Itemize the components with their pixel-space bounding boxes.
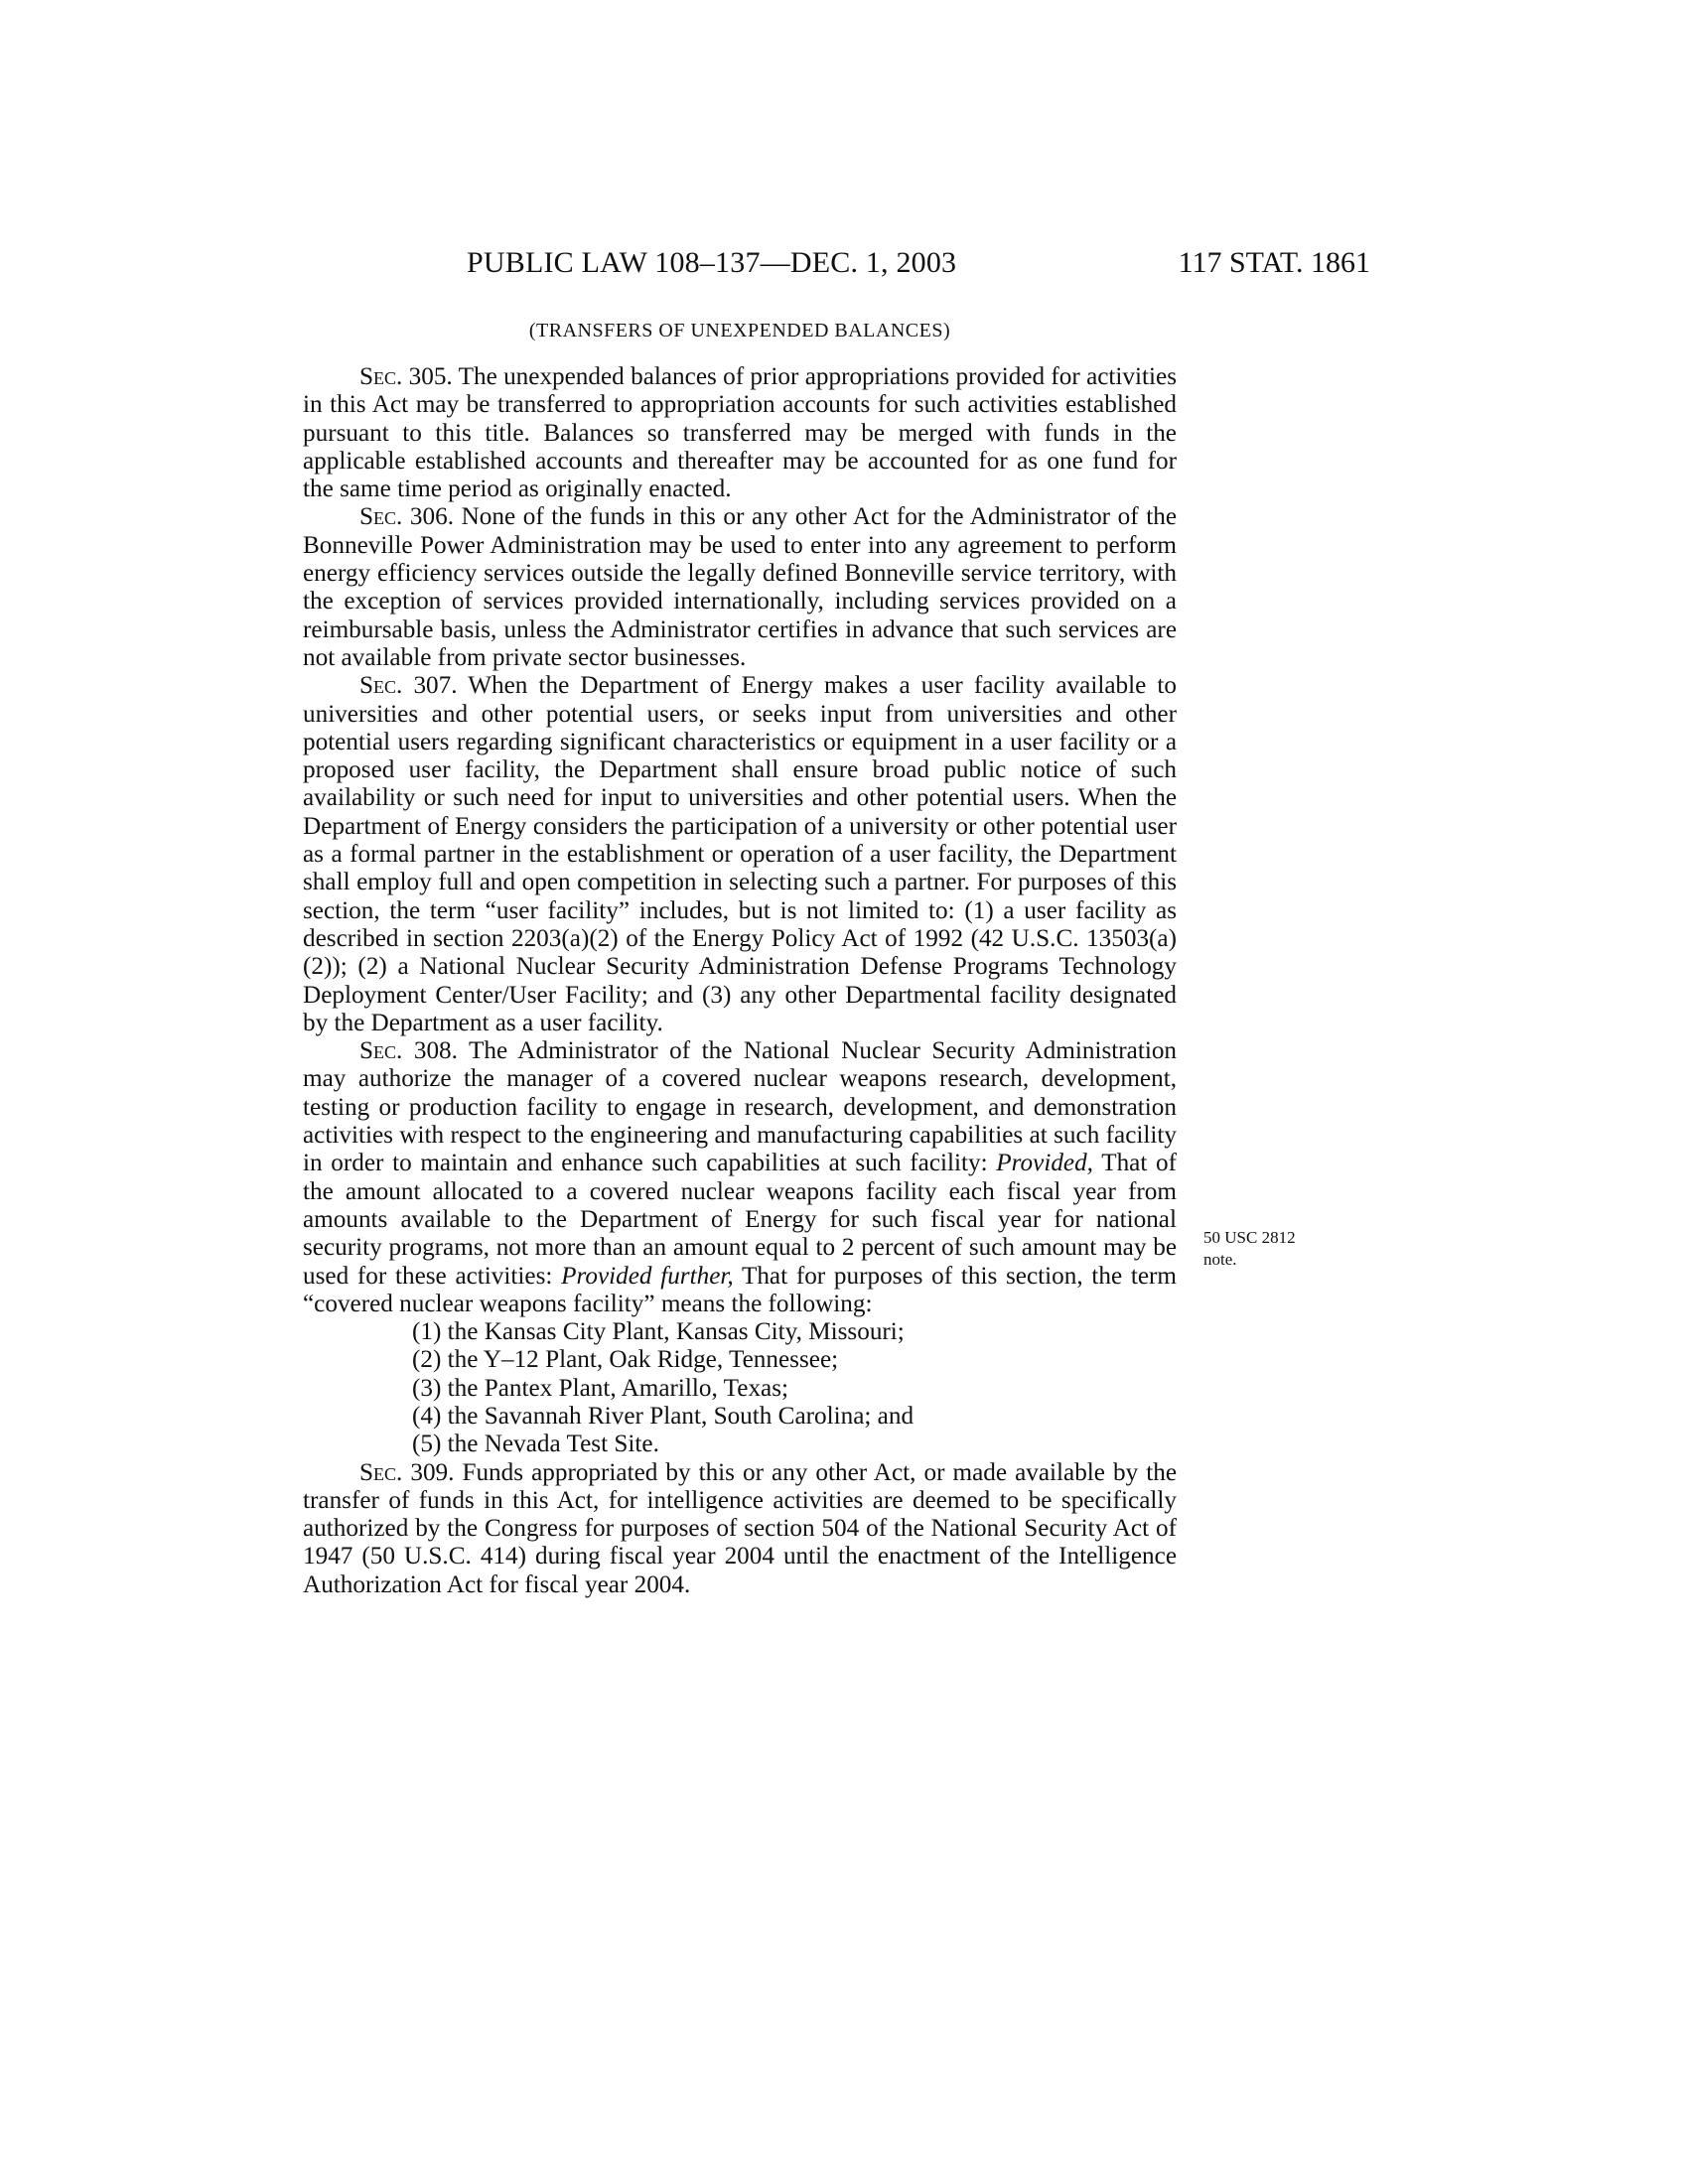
list-item: (1) the Kansas City Plant, Kansas City, Missouri;: [412, 1318, 905, 1346]
margin-note: [1203, 1227, 1342, 1271]
sec-label: Sec.: [359, 1458, 403, 1486]
margin-note-suffix: note.: [1203, 1250, 1237, 1269]
section-number: 308.: [413, 1037, 458, 1065]
section-heading: (TRANSFERS OF UNEXPENDED BALANCES): [528, 320, 951, 341]
section-309: [303, 1459, 1177, 1599]
section-305: [303, 363, 1177, 503]
section-number: 305.: [408, 363, 453, 390]
section-text: When the Department of Energy makes a user facility available to universities and other potential users, or seeks input from universities and other potential users regarding significant characteristics or equipment in a user facility or a proposed user facility, the Department shall ensure broad public notice of such availability or such need for input to universities and other potential users. When the Department of Energy considers the participation of a university or other potential user as a formal partner in the establishment or operation of a user facility, the Department shall employ full and open competition in selecting such a partner. For purposes of this section, the term “user facility” includes, but is not limited to: (1) a user facility as described in section 2203(a)(2) of the Energy Policy Act of 1992 (42 U.S.C. 13503(a)(2)); (2) a National Nuclear Security Administration Defense Programs Technology Deployment Center/User Facility; and (3) any other Departmental facility designated by the Department as a user facility.: [303, 672, 1177, 1036]
section-number: 306.: [409, 503, 454, 531]
proviso-further-label: Provided further,: [561, 1262, 734, 1290]
section-text: The Administrator of the National Nuclear Security Administration may authorize the manager of a covered nuclear weapons research, development, testing or production facility to engage in research, development, and demonstration activities with respect to the engineering and manufacturing capabilities at such facility in order to maintain and enhance such capabilities at such facility:: [303, 1037, 1178, 1177]
sec-label: Sec.: [359, 503, 403, 531]
body-text: [303, 363, 1177, 1599]
section-number: 309.: [410, 1458, 455, 1486]
list-item: (2) the Y–12 Plant, Oak Ridge, Tennessee;: [412, 1346, 839, 1374]
section-number: 307.: [413, 672, 458, 700]
sec-label: Sec.: [359, 1037, 403, 1065]
list-item: (5) the Nevada Test Site.: [412, 1431, 659, 1458]
sec-label: Sec.: [359, 672, 403, 700]
section-306: [303, 503, 1177, 672]
running-head: [467, 246, 1370, 286]
running-head-title: PUBLIC LAW 108–137—DEC. 1, 2003: [467, 246, 957, 279]
section-text: That of the amount allocated to a covered nuclear weapons facility each fiscal year from amounts available to the Department of Energy for such fiscal year for national security programs, not more than an amount equal to 2 percent of such amount may be used for these activities:: [303, 1150, 1178, 1290]
statute-page-number: 117 STAT. 1861: [1178, 246, 1370, 279]
section-308: [303, 1037, 1177, 1318]
list-item: (4) the Savannah River Plant, South Carolina; and: [412, 1402, 914, 1430]
section-307: [303, 672, 1177, 1037]
margin-note-citation: 50 USC 2812: [1203, 1228, 1296, 1247]
list-item: (3) the Pantex Plant, Amarillo, Texas;: [412, 1374, 789, 1402]
section-text: The unexpended balances of prior appropriations provided for activities in this Act may be transferred to appropriation accounts for such activities established pursuant to this title. Balances so transferred may be merged with funds in the applicable established accounts and thereafter may be accounted for as one fund for the same time period as originally enacted.: [303, 363, 1177, 503]
facility-list: [303, 1318, 1177, 1458]
proviso-label: Provided,: [996, 1150, 1093, 1177]
sec-label: Sec.: [359, 363, 403, 390]
section-text: That for purposes of this section, the term “covered nuclear weapons facility” means the following:: [303, 1262, 1177, 1317]
section-text: None of the funds in this or any other Act for the Administrator of the Bonneville Power Administration may be used to enter into any agreement to perform energy efficiency services outside the legally defined Bonneville service territory, with the exception of services provided internationally, including services provided on a reimbursable basis, unless the Administrator certifies in advance that such services are not available from private sector businesses.: [303, 503, 1178, 671]
section-text: Funds appropriated by this or any other Act, or made available by the transfer of funds in this Act, for intelligence activities are deemed to be specifically authorized by the Congress for purposes of section 504 of the National Security Act of 1947 (50 U.S.C. 414) during fiscal year 2004 until the enactment of the Intelligence Authorization Act for fiscal year 2004.: [303, 1458, 1177, 1598]
